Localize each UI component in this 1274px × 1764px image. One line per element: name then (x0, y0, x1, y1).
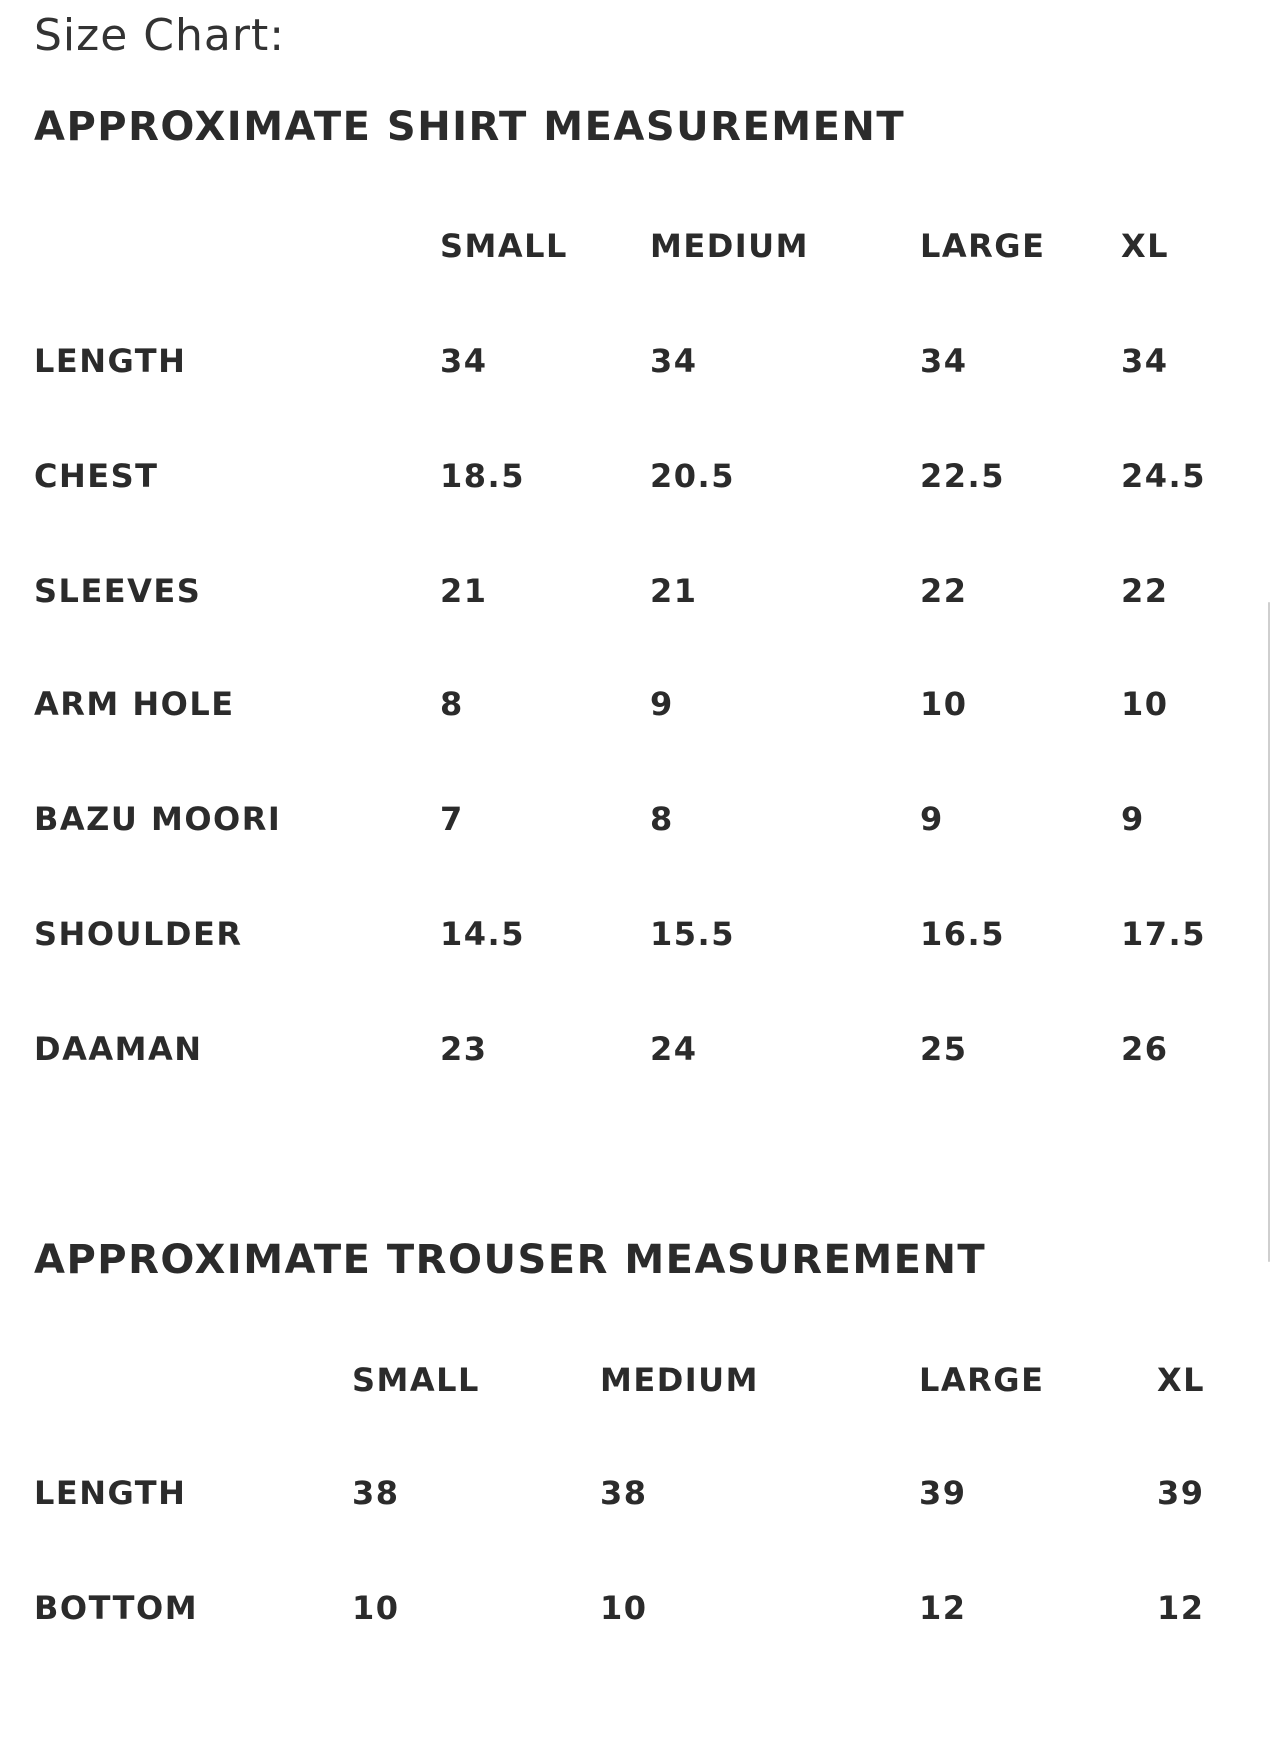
cell-value: 14.5 (440, 915, 525, 953)
cell-value: 22 (920, 572, 968, 610)
cell-value: 9 (920, 800, 944, 838)
shirt-header-xl: XL (1121, 227, 1170, 265)
cell-value: 12 (919, 1589, 967, 1627)
trouser-section-title: APPROXIMATE TROUSER MEASUREMENT (34, 1237, 987, 1283)
shirt-header-small: SMALL (440, 227, 568, 265)
cell-value: 8 (650, 800, 674, 838)
cell-value: 39 (1157, 1474, 1205, 1512)
cell-value: 34 (650, 342, 698, 380)
cell-value: 21 (440, 572, 488, 610)
cell-value: 10 (1121, 685, 1169, 723)
cell-value: 18.5 (440, 457, 525, 495)
cell-value: 23 (440, 1030, 488, 1068)
cell-value: 24.5 (1121, 457, 1206, 495)
row-label: CHEST (34, 457, 159, 495)
row-label: SHOULDER (34, 915, 243, 953)
cell-value: 34 (920, 342, 968, 380)
cell-value: 34 (1121, 342, 1169, 380)
shirt-header-medium: MEDIUM (650, 227, 809, 265)
row-label: LENGTH (34, 1474, 187, 1512)
cell-value: 9 (1121, 800, 1145, 838)
cell-value: 24 (650, 1030, 698, 1068)
trouser-header-small: SMALL (352, 1361, 480, 1399)
cell-value: 38 (352, 1474, 400, 1512)
cell-value: 10 (600, 1589, 648, 1627)
shirt-section-title: APPROXIMATE SHIRT MEASUREMENT (34, 104, 906, 150)
cell-value: 8 (440, 685, 464, 723)
shirt-header-large: LARGE (920, 227, 1046, 265)
page-title: Size Chart: (34, 10, 286, 61)
cell-value: 10 (352, 1589, 400, 1627)
cell-value: 38 (600, 1474, 648, 1512)
row-label: BOTTOM (34, 1589, 199, 1627)
cell-value: 17.5 (1121, 915, 1206, 953)
row-label: DAAMAN (34, 1030, 203, 1068)
row-label: LENGTH (34, 342, 187, 380)
cell-value: 21 (650, 572, 698, 610)
cell-value: 39 (919, 1474, 967, 1512)
cell-value: 9 (650, 685, 674, 723)
cell-value: 16.5 (920, 915, 1005, 953)
cell-value: 25 (920, 1030, 968, 1068)
cell-value: 20.5 (650, 457, 735, 495)
trouser-header-medium: MEDIUM (600, 1361, 759, 1399)
cell-value: 10 (920, 685, 968, 723)
cell-value: 22.5 (920, 457, 1005, 495)
trouser-header-xl: XL (1157, 1361, 1206, 1399)
row-label: ARM HOLE (34, 685, 235, 723)
cell-value: 15.5 (650, 915, 735, 953)
cell-value: 12 (1157, 1589, 1205, 1627)
row-label: SLEEVES (34, 572, 202, 610)
trouser-header-large: LARGE (919, 1361, 1045, 1399)
cell-value: 7 (440, 800, 464, 838)
cell-value: 22 (1121, 572, 1169, 610)
scrollbar[interactable] (1268, 602, 1270, 1262)
cell-value: 34 (440, 342, 488, 380)
cell-value: 26 (1121, 1030, 1169, 1068)
row-label: BAZU MOORI (34, 800, 282, 838)
